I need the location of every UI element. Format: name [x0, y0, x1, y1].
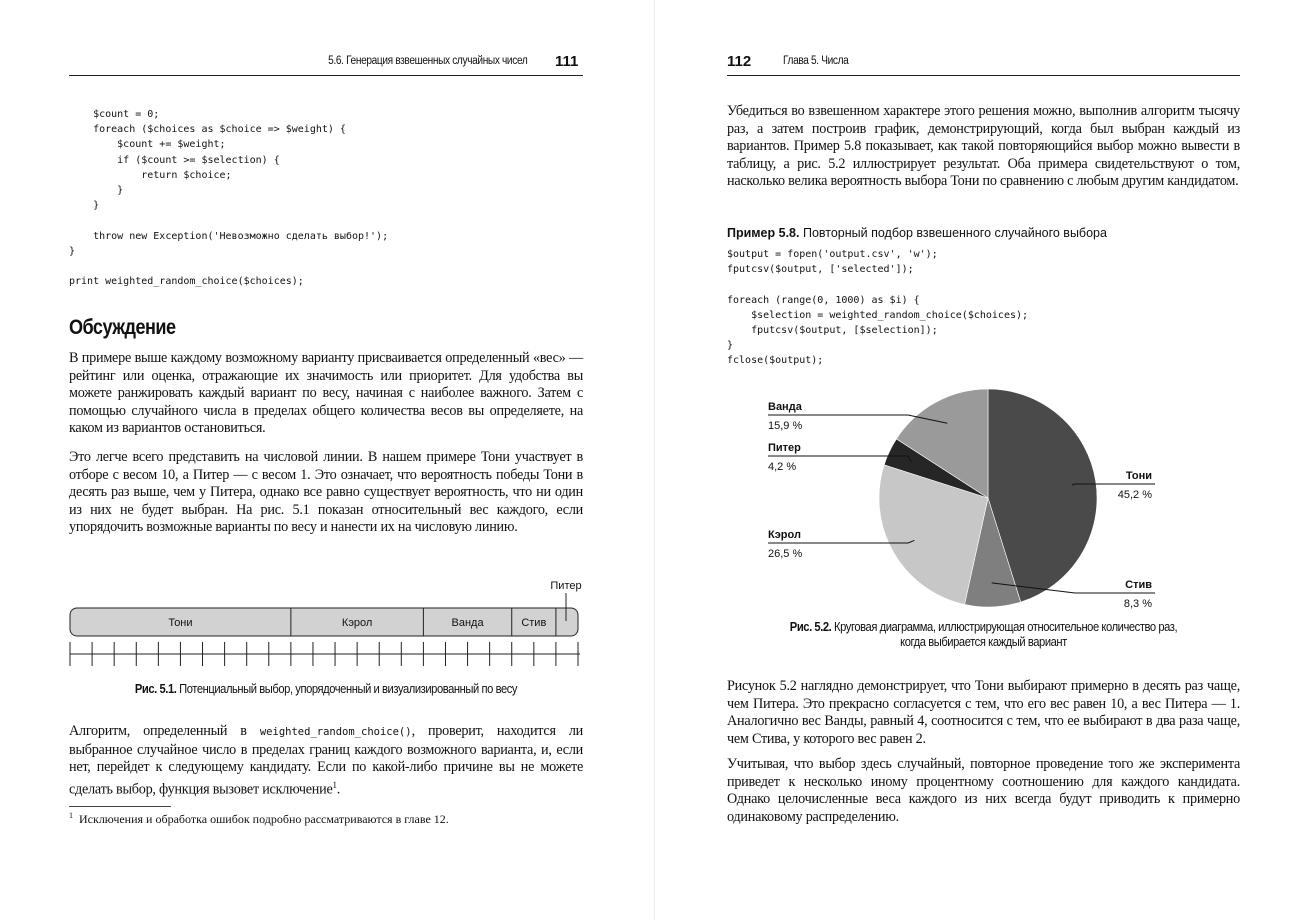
- code-line: $count = 0;: [93, 109, 160, 120]
- code-line: }: [69, 245, 76, 257]
- paragraph-2: Это легче всего представить на числовой линии. В нашем примере Тони участвует в отборе с весом 10, а Питер — с весом 1. Это означает, что вероятность победы Тони в десять раз выше, чем у Питера, однако все равно существует вероятность, что ни один из них не будет выбран. На рис. 5.1 показан относительный вес каждого, если упорядочить возможные варианты по весу и нанести их на числовую линию.: [69, 449, 583, 536]
- code-line: $count += $weight;: [117, 139, 226, 151]
- slice-value-label: 4,2 %: [768, 461, 797, 473]
- right-page: [655, 0, 1310, 920]
- example-label: Пример 5.8.: [727, 226, 800, 240]
- inline-code: weighted_random_choice(): [259, 726, 412, 738]
- running-header-chapter: Глава 5. Числа: [783, 55, 849, 67]
- section-heading: Обсуждение: [69, 316, 176, 339]
- code-line: $selection = weighted_random_choice($choices);: [751, 309, 1029, 321]
- code-line: fputcsv($output, ['selected']);: [727, 264, 914, 276]
- figure-number-line: [60, 575, 590, 670]
- caption-line-1: Круговая диаграмма, иллюстрирующая относительное количество раз,: [834, 619, 1178, 634]
- running-header-section: 5.6. Генерация взвешенных случайных чисел: [327, 55, 527, 67]
- segment-label: Стив: [521, 617, 547, 629]
- slice-value-label: 26,5 %: [768, 548, 803, 560]
- para3-text-c: .: [336, 781, 341, 798]
- slice-value-label: 8,3 %: [1123, 598, 1152, 610]
- caption-label: Рис. 5.1.: [134, 681, 177, 696]
- caption-label: Рис. 5.2.: [789, 619, 832, 634]
- slice-name-label: Стив: [1125, 579, 1152, 591]
- slice-name-label: Тони: [1125, 470, 1152, 482]
- code-line: foreach (range(0, 1000) as $i) {: [727, 294, 920, 306]
- footnote: [69, 811, 449, 827]
- code-line: fclose($output);: [727, 355, 824, 367]
- pie-chart: [750, 378, 1220, 618]
- paragraph-1: В примере выше каждому возможному варианту присваивается определенный «вес» — рейтинг или оценка, отражающие их значимость или приоритет. Для удобства вы можете ранжировать каждый вариант по весу, начиная с наиболее важного. Затем с помощью случайного числа в пределах общего количества весов вы определяете, на каком из вариантов остановиться.: [69, 350, 583, 437]
- footnote-text: Исключения и обработка ошибок подробно рассматриваются в главе 12.: [79, 812, 449, 826]
- code-line: print weighted_random_choice($choices);: [69, 276, 304, 288]
- figure-caption: [105, 681, 547, 696]
- code-line: fputcsv($output, [$selection]);: [751, 325, 938, 337]
- paragraph-3: [69, 723, 583, 799]
- caption-line-2: когда выбирается каждый вариант: [900, 634, 1067, 649]
- code-line: }: [117, 185, 124, 197]
- caption-text: Потенциальный выбор, упорядоченный и визуализированный по весу: [179, 681, 518, 696]
- code-line: $output = fopen('output.csv', 'w');: [727, 249, 938, 260]
- page-number: 111: [555, 53, 579, 70]
- slice-value-label: 15,9 %: [768, 420, 803, 432]
- segment-label: Тони: [168, 617, 193, 629]
- left-page: [0, 0, 654, 920]
- segment-label: Ванда: [451, 617, 484, 629]
- code-line: throw new Exception('Невозможно сделать выбор!');: [93, 230, 389, 242]
- code-line: return $choice;: [141, 169, 232, 181]
- footnote-ref: 1: [332, 779, 337, 790]
- code-line: }: [93, 200, 100, 212]
- footnote-rule: [69, 806, 171, 807]
- segment-label: Кэрол: [341, 617, 373, 629]
- paragraph-3: Учитывая, что выбор здесь случайный, повторное проведение того же эксперимента приведет к несколько иному процентному соотношению для каждого кандидата. Однако целочисленные веса каждого из них всегда будут приводить к примерно одинаковому распределению.: [727, 756, 1240, 825]
- slice-name-label: Питер: [768, 442, 801, 454]
- code-line: foreach ($choices as $choice => $weight) {: [93, 124, 346, 136]
- number-line-bar: [70, 608, 578, 636]
- code-line: if ($count >= $selection) {: [117, 154, 280, 166]
- example-title-text: Повторный подбор взвешенного случайного выбора: [802, 226, 1107, 240]
- header-rule: [69, 75, 583, 76]
- paragraph-1: Убедиться во взвешенном характере этого решения можно, выполнив алгоритм тысячу раз, а затем построив график, демонстрирующий, когда был выбран каждый из вариантов. Пример 5.8 показывает, как такой повторяющийся выбор можно вывести в таблицу, а рис. 5.2 иллюстрирует результат. Оба примера свидетельствуют о том, насколько велика вероятность выбора Тони по сравнению с любым другим кандидатом.: [727, 103, 1240, 190]
- para3-text-a: Алгоритм, определенный в: [69, 723, 260, 739]
- code-line: }: [727, 340, 734, 352]
- page-number: 112: [727, 53, 752, 70]
- paragraph-2: Рисунок 5.2 наглядно демонстрирует, что Тони выбирают примерно в десять раз чаще, чем Питера. Это прекрасно согласуется с тем, что его вес равен 10, а вес Питера — 1. Аналогично вес Ванды, равный 4, соотносится с тем, что ее выбирают в два раза чаще, чем Стива, у которого вес равен 2.: [727, 678, 1240, 747]
- code-listing: [727, 247, 1028, 369]
- figure-caption: [763, 619, 1204, 649]
- slice-name-label: Кэрол: [768, 529, 801, 541]
- example-title: [727, 226, 1107, 240]
- pie-slices: [879, 389, 1097, 607]
- para3-text-b: , проверит, находится ли выбранное случайное число в пределах границ каждого возможного варианта, и, если нет, перейдет к следующему кандидату. Если по какой-либо причине вы не можете сделать выбор, функция вызовет исключение: [69, 723, 583, 798]
- callout-label-peter: Питер: [550, 580, 582, 592]
- footnote-mark: 1: [69, 811, 73, 820]
- slice-name-label: Ванда: [768, 401, 802, 413]
- slice-value-label: 45,2 %: [1117, 489, 1152, 501]
- header-rule: [727, 75, 1240, 76]
- code-listing: [69, 107, 388, 289]
